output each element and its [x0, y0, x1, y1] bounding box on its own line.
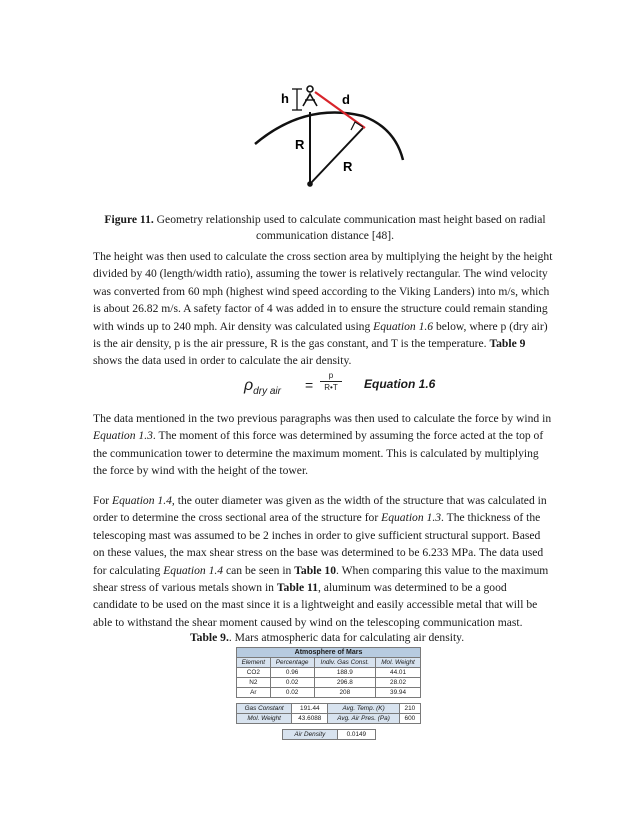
p2-text-2: . The moment of this force was determined by assuming the force acted at the top of the communication tower to determine the maximum moment. This is calculated by multiplying the force by wind with the height of the tower. [93, 429, 544, 478]
table-cell: 208 [314, 688, 375, 698]
planet-surface-arc [255, 113, 403, 161]
figure-caption-label: Figure 11. [104, 213, 154, 226]
table-header: Percentage [270, 658, 314, 668]
mast-top-circle [307, 86, 313, 92]
p3-text-1: For [93, 494, 113, 507]
air-density-value: 0.0149 [337, 730, 375, 740]
table-cell: 0.96 [270, 668, 314, 678]
table-header: Indiv. Gas Const. [314, 658, 375, 668]
table-cell: 210 [399, 704, 420, 714]
p3-eq-ref-1: Equation 1.4, [112, 494, 175, 507]
planet-center-dot [307, 181, 313, 187]
eq-numerator: p [320, 371, 342, 382]
p3-eq-ref-3: Equation 1.4 [163, 563, 224, 577]
figure-caption [90, 212, 560, 244]
mast-geometry-figure [245, 72, 405, 202]
label-r-diagonal: R [343, 159, 353, 174]
p3-text-6: , aluminum was determined to be a good candidate to be used on the mast since it is a lightweight and easily accessible metal that will be able to withstand the shear moment caused by wind on the telescoping communication mast. [93, 581, 538, 629]
figure-caption-text: Geometry relationship used to calculate communication mast height based on radial communication distance [48]. [153, 213, 546, 242]
label-d: d [342, 92, 350, 107]
p1-eq-ref: Equation 1.6 [373, 319, 434, 333]
air-density-label: Air Density [283, 730, 338, 740]
table-cell: 43.6088 [292, 714, 328, 724]
mars-summary-table [236, 703, 421, 724]
p2-eq-ref: Equation 1.3 [93, 429, 153, 443]
table-cell: 0.02 [270, 688, 314, 698]
table-cell: 28.02 [376, 678, 421, 688]
p1-text-1: The height was then used to calculate the cross section area by multiplying the height by the height divided by 40 (length/width ratio), assuming the tower is relatively rectangular. The wind velocity was converted from 60 mph (highest wind speed according to the Viking Landers) into m/s, which is about 26.82 m/s. A safety factor of 4 was added in to ensure the structure could remain standing with winds up to 240 mph. Air density was calculated using [93, 250, 553, 333]
table-cell: CO2 [237, 668, 271, 678]
distance-line [315, 92, 365, 128]
table-caption [190, 631, 470, 644]
table-caption-label: Table 9. [190, 631, 229, 644]
p3-text-5: . When comparing this value to the maximum shear stress of various metals shown in [93, 563, 549, 595]
table-cell: 0.02 [270, 678, 314, 688]
p1-table-ref: Table 9 [489, 337, 526, 351]
table-row [237, 668, 421, 678]
p1-text-3: shows the data used in order to calculate the air density. [93, 354, 352, 368]
mars-atmosphere-table [236, 647, 421, 698]
p3-table-ref-2: Table 11 [276, 581, 318, 595]
table-cell: Avg. Air Pres. (Pa) [328, 714, 399, 724]
table-cell: 191.44 [292, 704, 328, 714]
eq-subscript: dry air [253, 386, 281, 398]
table-row [237, 704, 421, 714]
p3-eq-ref-2: Equation 1.3 [381, 511, 442, 525]
eq-fraction [320, 371, 342, 392]
table-cell: Gas Constant [237, 704, 292, 714]
table-cell: Avg. Temp. (K) [328, 704, 399, 714]
table-row [283, 730, 376, 740]
paragraph-wind-force [93, 410, 553, 480]
eq-denominator: R•T [324, 383, 338, 392]
table-row [237, 688, 421, 698]
table-title: Atmosphere of Mars [237, 648, 421, 658]
table-cell: 600 [399, 714, 420, 724]
table-row [237, 714, 421, 724]
p3-table-ref-1: Table 10 [294, 563, 337, 577]
table-cell: Ar [237, 688, 271, 698]
p1-text-2: below, where p (dry air) is the air density, p is the air pressure, R is the gas constant, and T is the temperature. [93, 319, 548, 351]
label-r-vertical: R [295, 137, 305, 152]
p2-text-1: The data mentioned in the two previous paragraphs was then used to calculate the force by wind in [93, 412, 552, 425]
table-header: Element [237, 658, 271, 668]
equation-1-6 [244, 371, 444, 405]
table-cell: N2 [237, 678, 271, 688]
air-density-table [282, 729, 376, 740]
radius-diagonal-line [310, 128, 363, 184]
table-cell: Mol. Weight [237, 714, 292, 724]
p3-text-2: the outer diameter was given as the width of the structure that was calculated in order to determine the cross sectional area of the structure for [93, 494, 547, 525]
table-caption-text: . Mars atmospheric data for calculating air density. [228, 631, 465, 644]
p3-text-3: . The thickness of the telescoping mast was assumed to be 2 inches in order to give sufficient structural support. Based on these values, the max shear stress on the base was determined to be 6.233 MPa. The data used for calculating [93, 511, 544, 577]
paragraph-shear-stress [93, 492, 553, 631]
table-cell: 44.01 [376, 668, 421, 678]
eq-equals: = [305, 377, 314, 393]
eq-rho: $\rho_{dry air}$ [244, 377, 281, 398]
label-h: h [281, 91, 289, 106]
table-row [237, 678, 421, 688]
table-cell: 296.8 [314, 678, 375, 688]
table-cell: 39.94 [376, 688, 421, 698]
table-cell: 188.9 [314, 668, 375, 678]
eq-label: Equation 1.6 [364, 377, 436, 391]
p3-text-4: can be seen in [223, 563, 295, 577]
paragraph-air-density [93, 248, 553, 370]
table-header: Mol. Weight [376, 658, 421, 668]
